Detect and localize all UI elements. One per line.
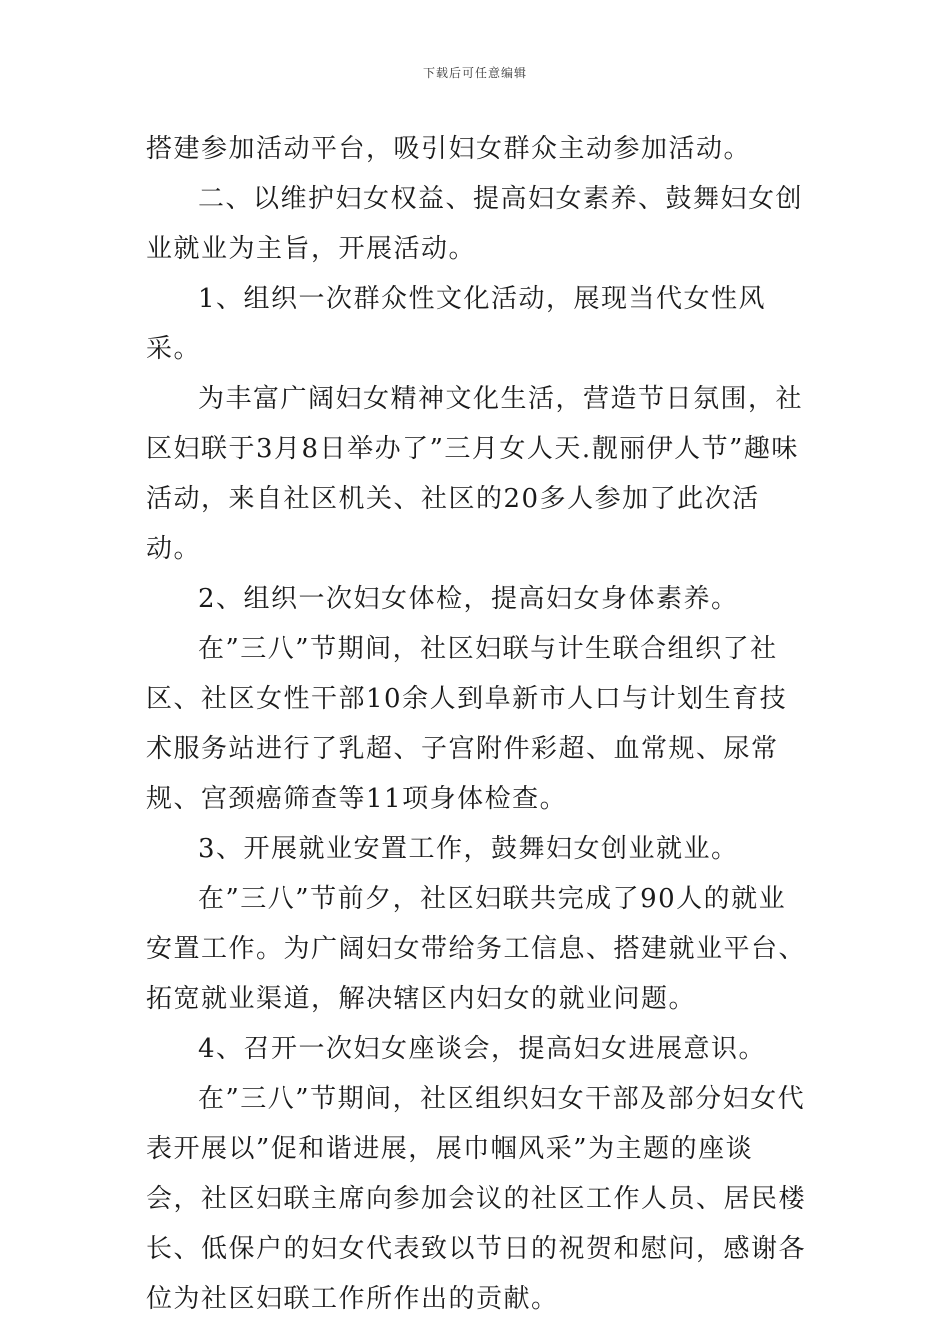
paragraph: 在”三八”节前夕，社区妇联共完成了90人的就业安置工作。为广阔妇女带给务工信息、搭建就业平台、拓宽就业渠道，解决辖区内妇女的就业问题。 bbox=[146, 884, 807, 1014]
section-heading: 二、以维护妇女权益、提高妇女素养、鼓舞妇女创业就业为主旨，开展活动。 bbox=[146, 184, 804, 264]
paragraph: 搭建参加活动平台，吸引妇女群众主动参加活动。 bbox=[146, 134, 752, 164]
document-body bbox=[146, 124, 808, 1324]
paragraph: 在”三八”节期间，社区组织妇女干部及部分妇女代表开展以”促和谐进展，展巾帼风采”为主题的座谈会，社区妇联主席向参加会议的社区工作人员、居民楼长、低保户的妇女代表致以节日的祝贺和慰问，感谢各位为社区妇联工作所作出的贡献。 bbox=[146, 1084, 807, 1314]
item-heading: 2、组织一次妇女体检，提高妇女身体素养。 bbox=[198, 584, 739, 614]
item-heading: 3、开展就业安置工作，鼓舞妇女创业就业。 bbox=[198, 834, 739, 864]
paragraph: 为丰富广阔妇女精神文化生活，营造节日氛围，社区妇联于3月8日举办了”三月女人天.靓丽伊人节”趣味活动，来自社区机关、社区的20多人参加了此次活动。 bbox=[146, 384, 804, 564]
header-note: 下载后可任意编辑 bbox=[422, 66, 527, 80]
paragraph: 在”三八”节期间，社区妇联与计生联合组织了社区、社区女性干部10余人到阜新市人口与计划生育技术服务站进行了乳超、子宫附件彩超、血常规、尿常规、宫颈癌筛查等11项身体检查。 bbox=[146, 634, 788, 814]
item-heading: 1、组织一次群众性文化活动，展现当代女性风采。 bbox=[146, 284, 767, 364]
item-heading: 4、召开一次妇女座谈会，提高妇女进展意识。 bbox=[198, 1034, 767, 1064]
